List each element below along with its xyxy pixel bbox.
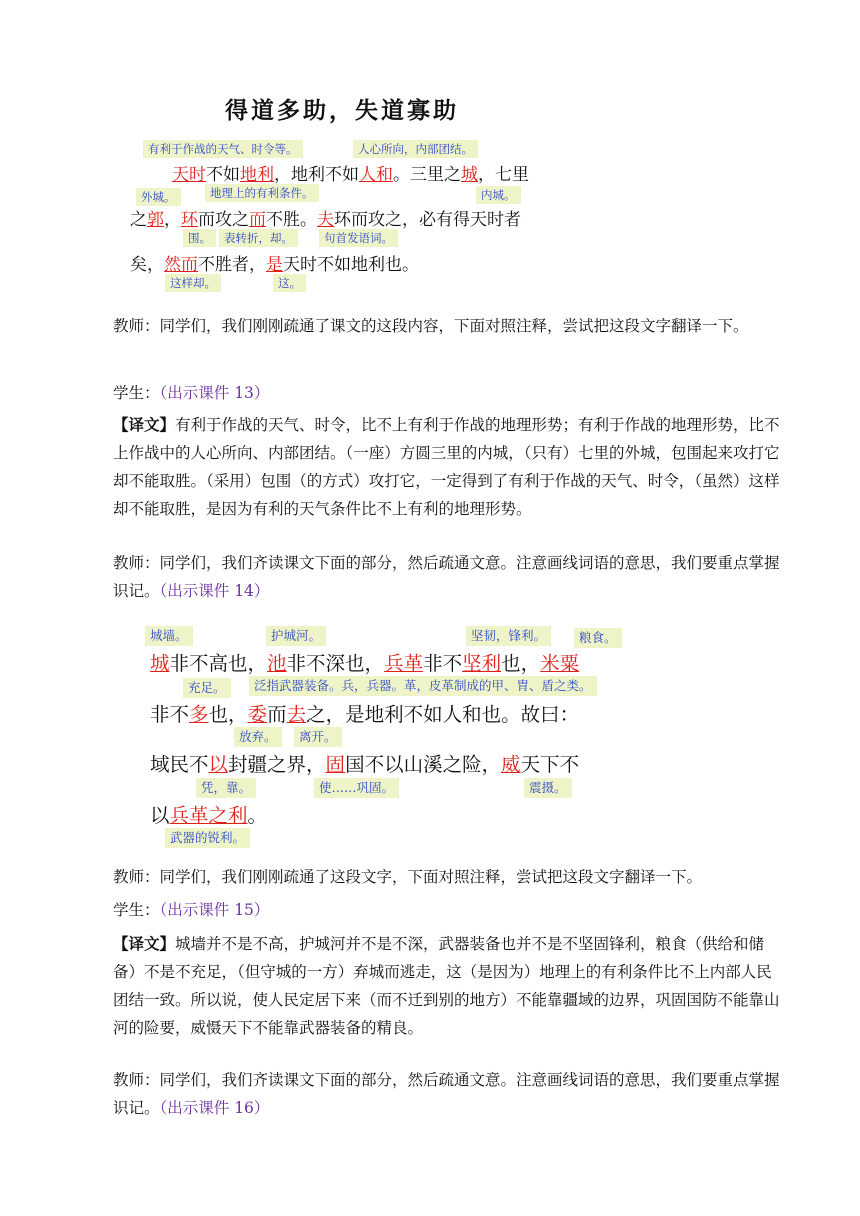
annotation-note: 泛指武器装备。兵，兵器。革，皮革制成的甲、胄、盾之类。 (249, 676, 597, 696)
classical-line: 以兵革之利。 (150, 804, 268, 827)
annotation-note: 句首发语词。 (319, 229, 398, 247)
annotation-note: 这。 (273, 274, 306, 292)
classical-line: 天时不如地利，地利不如人和。三里之城，七里 (172, 165, 529, 185)
classical-line: 域民不以封疆之界，固国不以山溪之险，威天下不 (150, 753, 580, 776)
annotation-note: 城墙。 (145, 626, 193, 646)
annotation-note: 外城。 (136, 188, 181, 206)
classical-line: 矣，然而不胜者，是天时不如地利也。 (130, 255, 419, 275)
annotation-note: 使……巩固。 (314, 778, 399, 798)
student-line: 学生：（出示课件 15） (113, 901, 270, 919)
annotation-note: 内城。 (476, 186, 521, 204)
teacher-line: 教师：同学们，我们刚刚疏通了这段文字，下面对照注释，尝试把这段文字翻译一下。 (113, 868, 703, 886)
classical-line: 之郭，环而攻之而不胜。夫环而攻之，必有得天时者 (130, 210, 521, 230)
annotation-note: 这样却。 (165, 274, 221, 292)
student-line: 学生：（出示课件 13） (113, 384, 270, 402)
annotation-note: 凭，靠。 (196, 778, 256, 798)
annotation-note: 护城河。 (266, 626, 326, 646)
annotation-note: 粮食。 (574, 628, 622, 648)
annotation-note: 坚韧，锋利。 (466, 626, 551, 646)
annotation-note: 表转折，却。 (219, 229, 298, 247)
classical-line: 非不多也，委而去之，是地利不如人和也。故曰： (150, 703, 580, 726)
page-title: 得道多助，失道寡助 (225, 97, 459, 124)
annotation-note: 离开。 (294, 727, 342, 747)
teacher-line: 教师：同学们，我们齐读课文下面的部分，然后疏通文意。注意画线词语的意思，我们要重点掌握识记。（出示课件 16） (113, 1071, 780, 1117)
annotation-note: 放弃。 (234, 727, 282, 747)
translation-paragraph: 【译文】城墙并不是不高，护城河并不是不深，武器装备也并不是不坚固锋利，粮食（供给和储备）不是不充足，（但守城的一方）弃城而逃走，这（是因为）地理上的有利条件比不上内部人民团结一致。所以说，使人民定居下来（而不迁到别的地方）不能靠疆域的边界，巩固国防不能靠山河的险要，威慑天下不能靠武器装备的精良。 (113, 934, 780, 1037)
annotation-note: 有利于作战的天气、时令等。 (143, 140, 303, 158)
annotation-note: 围。 (183, 229, 216, 247)
annotation-note: 震摄。 (524, 778, 572, 798)
annotation-note: 地理上的有利条件。 (205, 184, 319, 202)
annotation-note: 人心所向，内部团结。 (353, 140, 478, 158)
annotation-note: 充足。 (183, 678, 231, 698)
teacher-line: 教师：同学们，我们齐读课文下面的部分，然后疏通文意。注意画线词语的意思，我们要重点掌握识记。（出示课件 14） (113, 554, 780, 600)
annotation-note: 武器的锐利。 (165, 828, 250, 848)
teacher-line: 教师：同学们，我们刚刚疏通了课文的这段内容，下面对照注释，尝试把这段文字翻译一下。 (113, 317, 749, 335)
classical-line: 城非不高也，池非不深也，兵革非不坚利也，米粟 (150, 652, 580, 675)
translation-paragraph: 【译文】有利于作战的天气、时令，比不上有利于作战的地理形势；有利于作战的地理形势，比不上作战中的人心所向、内部团结。（一座）方圆三里的内城，（只有）七里的外城，包围起来攻打它却不能取胜。（采用）包围（的方式）攻打它，一定得到了有利于作战的天气、时令，（虽然）这样却不能取胜，是因为有利的天气条件比不上有利的地理形势。 (113, 415, 780, 518)
